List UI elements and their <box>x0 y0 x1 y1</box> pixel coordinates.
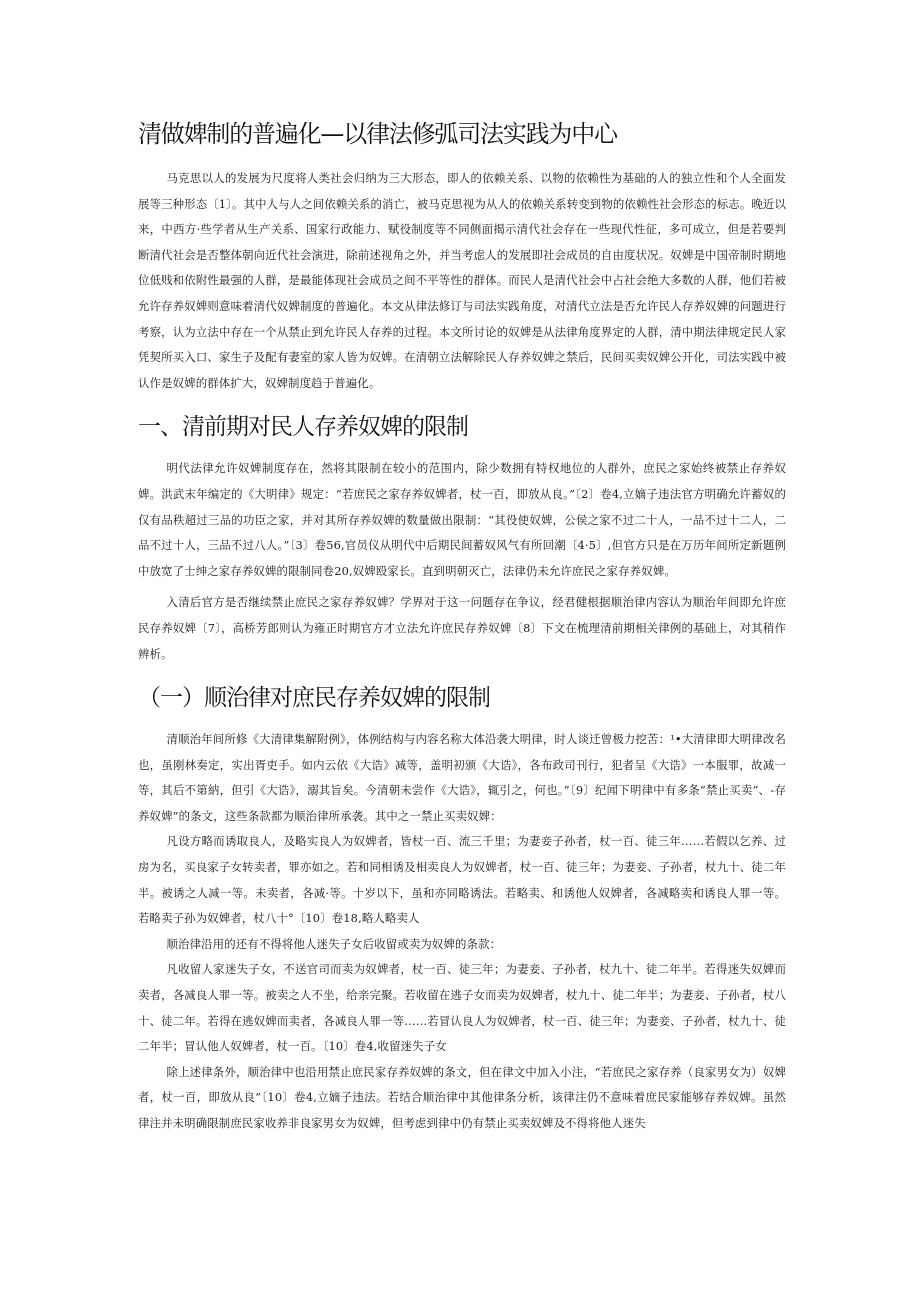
subsection-1-paragraph-1: 清顺治年间所修《大清律集解附例》，体例结构与内容名称大体沿袭大明律，时人谈迁曾极力挖苦：¹•大清律即大明律改名也，虽刚林奏定，实出胥吏手。如内云依《大诰》减等，盖明初颁《大诰》，各布政司刊行，犯者呈《大诰》一本服罪，故减一等，其后不第納，但引《大诰》，溺其旨矣。今清朝未尝作《大诰》，辄引之，何也。”〔9〕纪闻下明律中有多条“禁止买卖”、-存养奴婢”的条文，这些条款都为顺治律所承袭。其中之一禁止买卖奴婢： <box>138 732 786 823</box>
section-1-heading: 一、清前期对民人存养奴婢的限制 <box>138 414 468 441</box>
subsection-1-paragraph-2: 顺治律沿用的还有不得将他人迷失子女后收留或卖为奴婢的条款： <box>166 936 502 951</box>
subsection-1-quote-2: 凡收留人家迷失子女，不送官司而卖为奴婢者，杖一百、徒三年；为妻妾、子孙者，杖九十、徒二年半。若得迷失奴婢而卖者，各减良人罪一等。被卖之人不坐，给亲完聚。若收留在逃子女而卖为奴婢者，杖九十、徒二年半；为妻妾、子孙者，杖八十、徒二年。若得在逃奴婢而卖者，各减良人罪一等……若冒认良人为奴婢者，杖一百、徒三年；为妻妾、子孙者，杖九十、徒二年半；冒认他人奴婢者，杖一百。〔10〕卷4,收留迷失子女 <box>138 962 786 1054</box>
section-1-paragraph-1: 明代法律允许奴婢制度存在，然将其限制在较小的范围内，除少数拥有特权地位的人群外，庶民之家始终被禁止存养奴婢。洪武末年编定的《大明律》规定：“若庶民之家存养奴婢者，杖一百，即放从良。”〔2〕卷4,立嫡子违法官方明确允许蓄奴的仅有品秩超过三品的功臣之家，并对其所存养奴婢的数量做出限制：“其役使奴婢，公侯之家不过二十人，一品不过十二人，二品不过十人，三品不过八人。”〔3〕卷56,官员仪从明代中后期民间蓄奴风气有所回潮〔4·5〕,但官方只是在万历年间所定新题例中放宽了士绅之家存养奴婢的限制同卷20,奴婢殴家长。直到明朝灭亡，法律仍未允许庶民之家存养奴婢。 <box>138 461 786 578</box>
section-1-paragraph-2: 入清后官方是否继续禁止庶民之家存养奴婢？学界对于这一问题存在争议，经君健根据顺治律内容认为顺治年间即允许庶民存养奴婢〔7〕，高桥芳郎则认为雍正时期官方才立法允许庶民存养奴婢〔8〕下文在梳理清前期相关律例的基础上，对其稍作辨析。 <box>138 595 786 661</box>
subsection-1-heading: （一）顺治律对庶民存养奴婢的限制 <box>138 685 490 712</box>
subsection-1-quote-1: 凡设方略而诱取良人，及略实良人为奴婢者，皆杖一百、流三千里；为妻妾子孙者，杖一百、徒三年……若假以乞养、过房为名，买良家子女转卖者，罪亦如之。若和同相诱及相卖良人为奴婢者，杖一百、徒三年；为妻妾、子孙者，杖九十、徒二年半。被诱之人减一等。未卖者，各减·等。十岁以下，虽和亦同略诱法。若略卖、和诱他人奴婢者，各减略卖和诱良人罪一等。若略卖子孙为奴婢者，杖八十°〔10〕卷18,略人略卖人 <box>138 834 786 926</box>
intro-paragraph: 马克思以人的发展为尺度将人类社会归纳为三大形态，即人的依赖关系、以物的依赖性为基础的人的独立性和个人全面发展等三种形态〔1〕。其中人与人之间依赖关系的消亡，被马克思视为从人的依赖关系转变到物的依赖性社会形态的标志。晚近以来，中西方·些学者从生产关系、国家行政能力、赋役制度等不同侧面揭示清代社会存在一些现代性征，多可成立，但是若要判断清代社会是否整体朝向近代社会演进，除前述视角之外，并当考虑人的发展即社会成员的自由度状况。奴婢是中国帝制时期地位低贱和依附性最强的人群，是最能体现社会成员之间不平等性的群体。而民人是清代社会中占社会绝大多数的人群，他们若被允许存养奴婢则意味着清代奴婢制度的普遍化。本文从律法修订与司法实践角度，对清代立法是否允许民人存养奴婢的问题进行考察，认为立法中存在一个从禁止到允许民人存养的过程。本文所讨论的奴婢是从法律角度界定的人群，清中期法律规定民人家凭契所买入口、家生子及配有妻室的家人皆为奴婢。在清朝立法解除民人存养奴婢之禁后，民间买卖奴婢公开化，司法实践中被认作是奴婢的群体扩大，奴婢制度趋于普遍化。 <box>138 171 786 390</box>
subsection-1-paragraph-3: 除上述律条外，顺治律中也沿用禁止庶民家存养奴婢的条文，但在律文中加入小注，“若庶民之家存养（良家男女为）奴婢者，杖一百，即放从良”〔10〕卷4,立嫡子违法。若结合顺治律中其他律条分析，该律注仍不意味着庶民家能够存养奴婢。虽然律注并未明确限制庶民家收养非良家男女为奴婢，但考虑到律中仍有禁止买卖奴婢及不得将他人迷失 <box>138 1064 786 1130</box>
document-title: 清做婢制的普遍化—以律法修弧司法实践为中心 <box>138 120 617 148</box>
document-page <box>138 116 786 1137</box>
